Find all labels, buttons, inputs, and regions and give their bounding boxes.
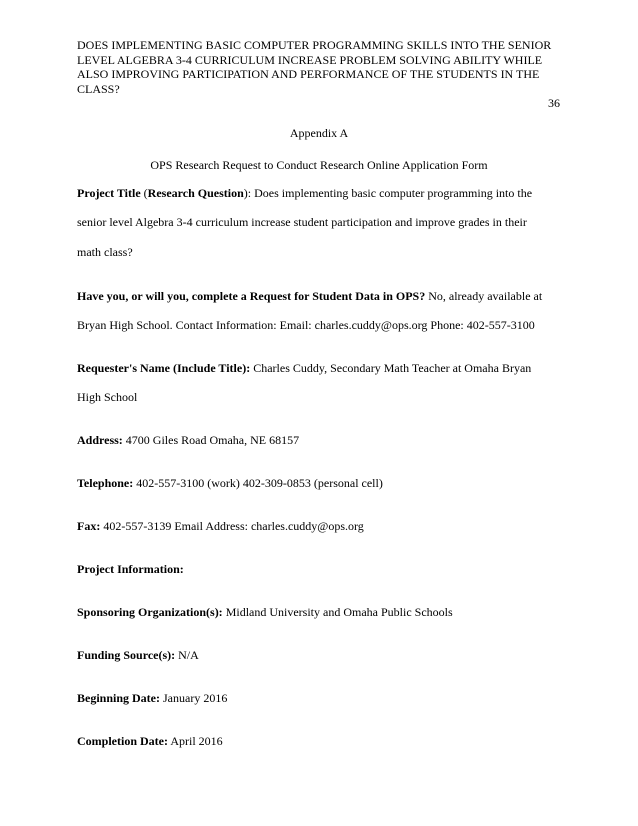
requester-line-2: High School [77, 390, 138, 404]
address-label: Address: [77, 433, 123, 447]
fax-label: Fax: [77, 519, 101, 533]
funding-value: N/A [175, 648, 199, 662]
address-value: 4700 Giles Road Omaha, NE 68157 [122, 433, 300, 447]
completion-date-value: April 2016 [167, 734, 223, 748]
beginning-date-value: January 2016 [160, 691, 228, 705]
address-line [77, 433, 299, 448]
funding-line [77, 648, 199, 663]
sponsoring-line [77, 605, 453, 620]
telephone-value: 402-557-3100 (work) 402-309-0853 (personal cell) [133, 476, 383, 490]
telephone-line [77, 476, 383, 491]
telephone-label: Telephone: [77, 476, 134, 490]
student-data-line-1 [77, 289, 542, 304]
completion-date-line [77, 734, 223, 749]
project-information-line [77, 562, 184, 577]
student-data-text-1: No, already available at [425, 289, 543, 303]
student-data-line-2: Bryan High School. Contact Information: Email: charles.cuddy@ops.org Phone: 402-557-3100 [77, 318, 535, 332]
completion-date-label: Completion Date: [77, 734, 168, 748]
project-title-line-2: senior level Algebra 3-4 curriculum increase student participation and improve grades in their [77, 215, 527, 229]
sponsoring-label: Sponsoring Organization(s): [77, 605, 223, 619]
running-head: DOES IMPLEMENTING BASIC COMPUTER PROGRAMMING SKILLS INTO THE SENIOR LEVEL ALGEBRA 3-4 CURRICULUM INCREASE PROBLEM SOLVING ABILITY WHILE ALSO IMPROVING PARTICIPATION AND PERFORMANCE OF THE STUDENTS IN THE CLASS? [77, 38, 552, 96]
funding-label: Funding Source(s): [77, 648, 176, 662]
project-title-label: Project Title [77, 186, 141, 200]
appendix-title: Appendix A [289, 126, 349, 140]
sponsoring-value: Midland University and Omaha Public Schools [222, 605, 453, 619]
project-title-line-1 [77, 186, 532, 201]
requester-label: Requester's Name (Include Title): [77, 361, 251, 375]
project-title-paren: ( [140, 186, 148, 200]
project-title-close: ): [243, 186, 252, 200]
fax-line [77, 519, 364, 534]
research-question-label: Research Question [147, 186, 244, 200]
project-title-text-1: Does implementing basic computer programming into the [251, 186, 533, 200]
beginning-date-label: Beginning Date: [77, 691, 161, 705]
fax-value: 402-557-3139 Email Address: charles.cuddy@ops.org [100, 519, 364, 533]
student-data-label: Have you, or will you, complete a Request for Student Data in OPS? [77, 289, 426, 303]
project-title-line-3: math class? [77, 245, 133, 259]
beginning-date-line [77, 691, 227, 706]
page-number: 36 [548, 96, 560, 110]
appendix-subtitle: OPS Research Request to Conduct Research Online Application Form [150, 158, 488, 172]
requester-text-1: Charles Cuddy, Secondary Math Teacher at Omaha Bryan [250, 361, 532, 375]
project-information-label: Project Information: [77, 562, 184, 576]
requester-line-1 [77, 361, 531, 376]
